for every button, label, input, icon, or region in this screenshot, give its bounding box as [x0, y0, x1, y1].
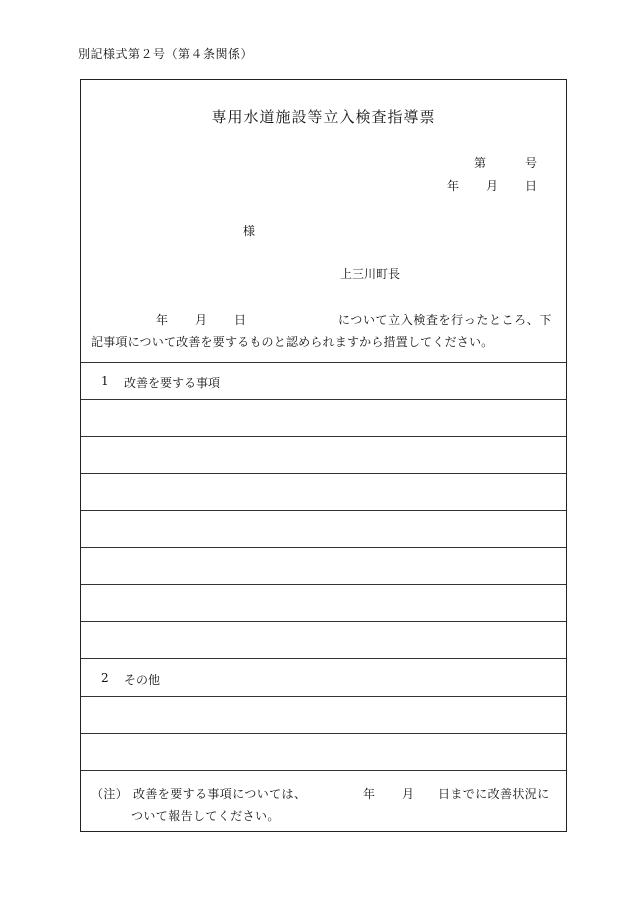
body-day-label: 日 [234, 313, 247, 327]
section-divider [81, 362, 566, 363]
ruled-line [81, 621, 566, 622]
body-line1-rest: について立入検査を行ったところ、下 [338, 313, 552, 327]
note-prefix: （注） [91, 787, 129, 801]
ruled-line [81, 473, 566, 474]
body-line2: 記事項について改善を要するものと認められますから措置してください。 [91, 335, 494, 349]
number-dai-label: 第 [474, 156, 487, 170]
form-title: 専用水道施設等立入検査指導票 [211, 108, 436, 126]
form-reference: 別記様式第２号（第４条関係） [78, 47, 254, 61]
section2-label: その他 [124, 673, 161, 687]
issue-day-label: 日 [525, 179, 538, 193]
ruled-line [81, 658, 566, 659]
recipient-suffix: 様 [243, 224, 256, 238]
ruled-line [81, 733, 566, 734]
ruled-line [81, 770, 566, 771]
ruled-line [81, 510, 566, 511]
ruled-line [81, 399, 566, 400]
guidance-form [80, 79, 567, 832]
note-line1-b: 日までに改善状況に [438, 787, 550, 801]
issuer-name: 上三川町長 [340, 267, 401, 281]
ruled-line [81, 696, 566, 697]
section1-number: 1 [101, 374, 109, 388]
issue-year-label: 年 [447, 179, 460, 193]
body-month-label: 月 [195, 313, 208, 327]
note-line2: ついて報告してください。 [131, 809, 280, 823]
ruled-line [81, 584, 566, 585]
section2-number: 2 [101, 671, 109, 685]
note-month-label: 月 [402, 787, 415, 801]
issue-month-label: 月 [486, 179, 499, 193]
number-go-label: 号 [525, 156, 538, 170]
ruled-line [81, 547, 566, 548]
section1-label: 改善を要する事項 [124, 376, 221, 390]
ruled-line [81, 436, 566, 437]
note-line1-a: 改善を要する事項については、 [133, 787, 307, 801]
body-year-label: 年 [156, 313, 169, 327]
note-year-label: 年 [363, 787, 376, 801]
